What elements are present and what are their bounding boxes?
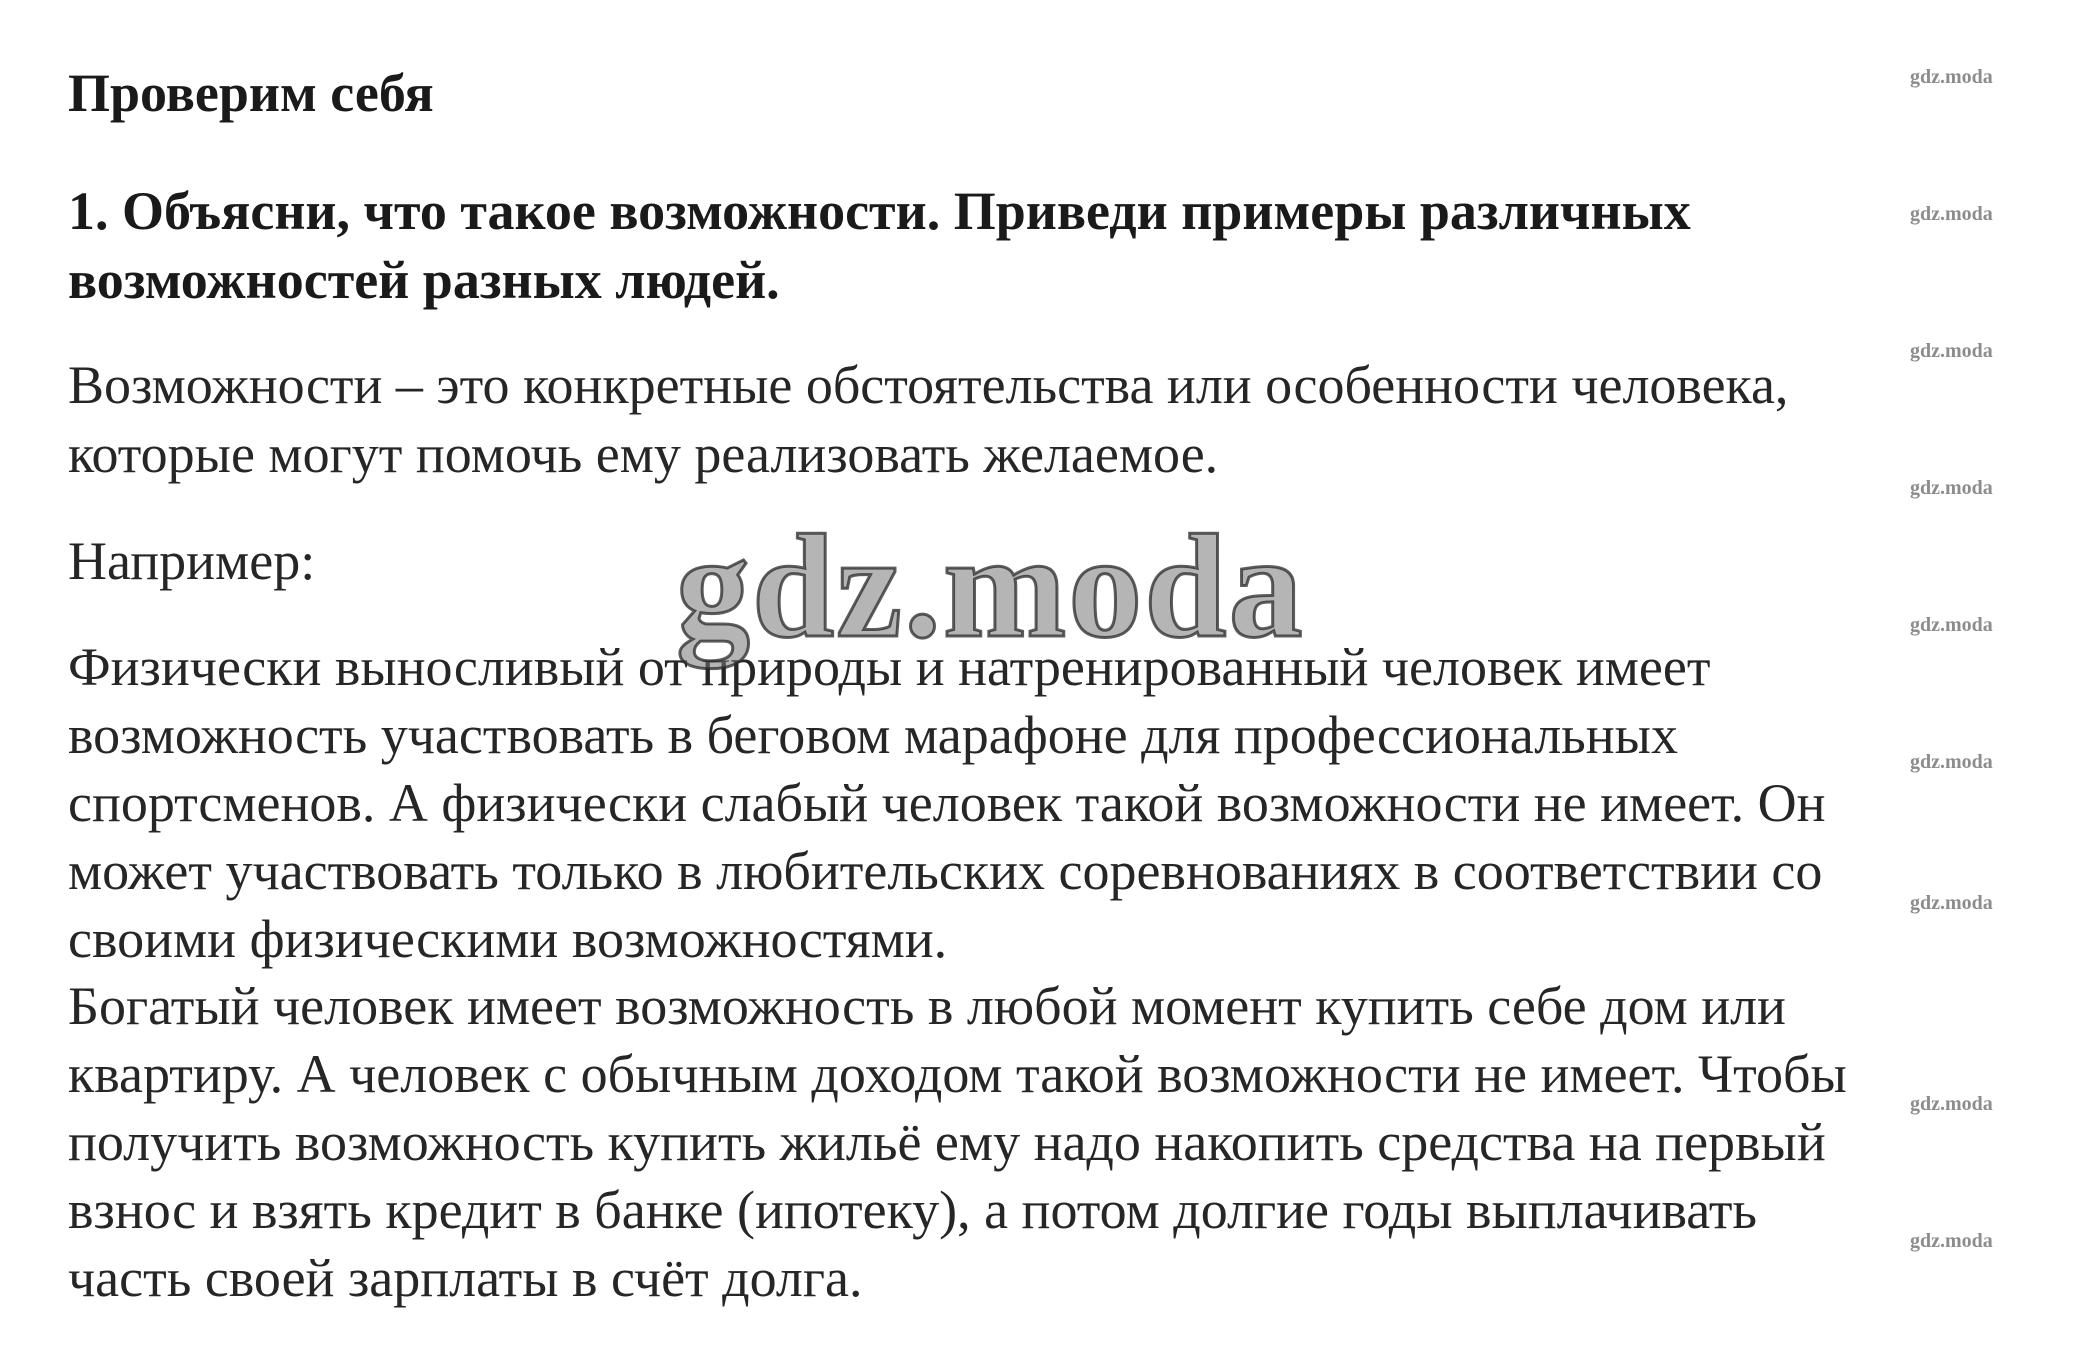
- watermark-small: gdz.moda: [1910, 477, 1993, 499]
- example1-line-3: спортсменов. А физически слабый человек такой возможности не имеет. Он: [68, 773, 1826, 833]
- example1-line-1: Физически выносливый от природы и натренированный человек имеет: [68, 637, 1711, 697]
- watermark-small: gdz.moda: [1910, 614, 1993, 636]
- question-line-1: 1. Объясни, что такое возможности. Приведи примеры различных: [68, 181, 1691, 241]
- watermark-small: gdz.moda: [1910, 892, 1993, 914]
- example1-line-5: своими физическими возможностями.: [68, 909, 948, 969]
- example2-line-1: Богатый человек имеет возможность в любой момент купить себе дом или: [68, 976, 1786, 1036]
- example-label: Например:: [68, 531, 316, 591]
- watermark-small: gdz.moda: [1910, 340, 1993, 362]
- definition-line-2: которые могут помочь ему реализовать желаемое.: [68, 424, 1219, 484]
- example2-line-2: квартиру. А человек с обычным доходом такой возможности не имеет. Чтобы: [68, 1044, 1847, 1104]
- example1-line-2: возможность участвовать в беговом марафоне для профессиональных: [68, 705, 1678, 765]
- section-heading: Проверим себя: [68, 63, 434, 123]
- watermark-small: gdz.moda: [1910, 203, 1993, 225]
- example2-line-3: получить возможность купить жильё ему надо накопить средства на первый: [68, 1112, 1826, 1172]
- watermark-small: gdz.moda: [1910, 751, 1993, 773]
- watermark-small: gdz.moda: [1910, 1093, 1993, 1115]
- watermark-large: gdz.moda: [676, 505, 1305, 669]
- example2-line-4: взнос и взять кредит в банке (ипотеку), а потом долгие годы выплачивать: [68, 1180, 1758, 1240]
- definition-line-1: Возможности – это конкретные обстоятельства или особенности человека,: [68, 355, 1789, 415]
- example1-line-4: может участвовать только в любительских соревнованиях в соответствии со: [68, 841, 1823, 901]
- watermark-small: gdz.moda: [1910, 66, 1993, 88]
- watermark-small: gdz.moda: [1910, 1230, 1993, 1252]
- example2-line-5: часть своей зарплаты в счёт долга.: [68, 1248, 863, 1308]
- question-line-2: возможностей разных людей.: [68, 250, 780, 310]
